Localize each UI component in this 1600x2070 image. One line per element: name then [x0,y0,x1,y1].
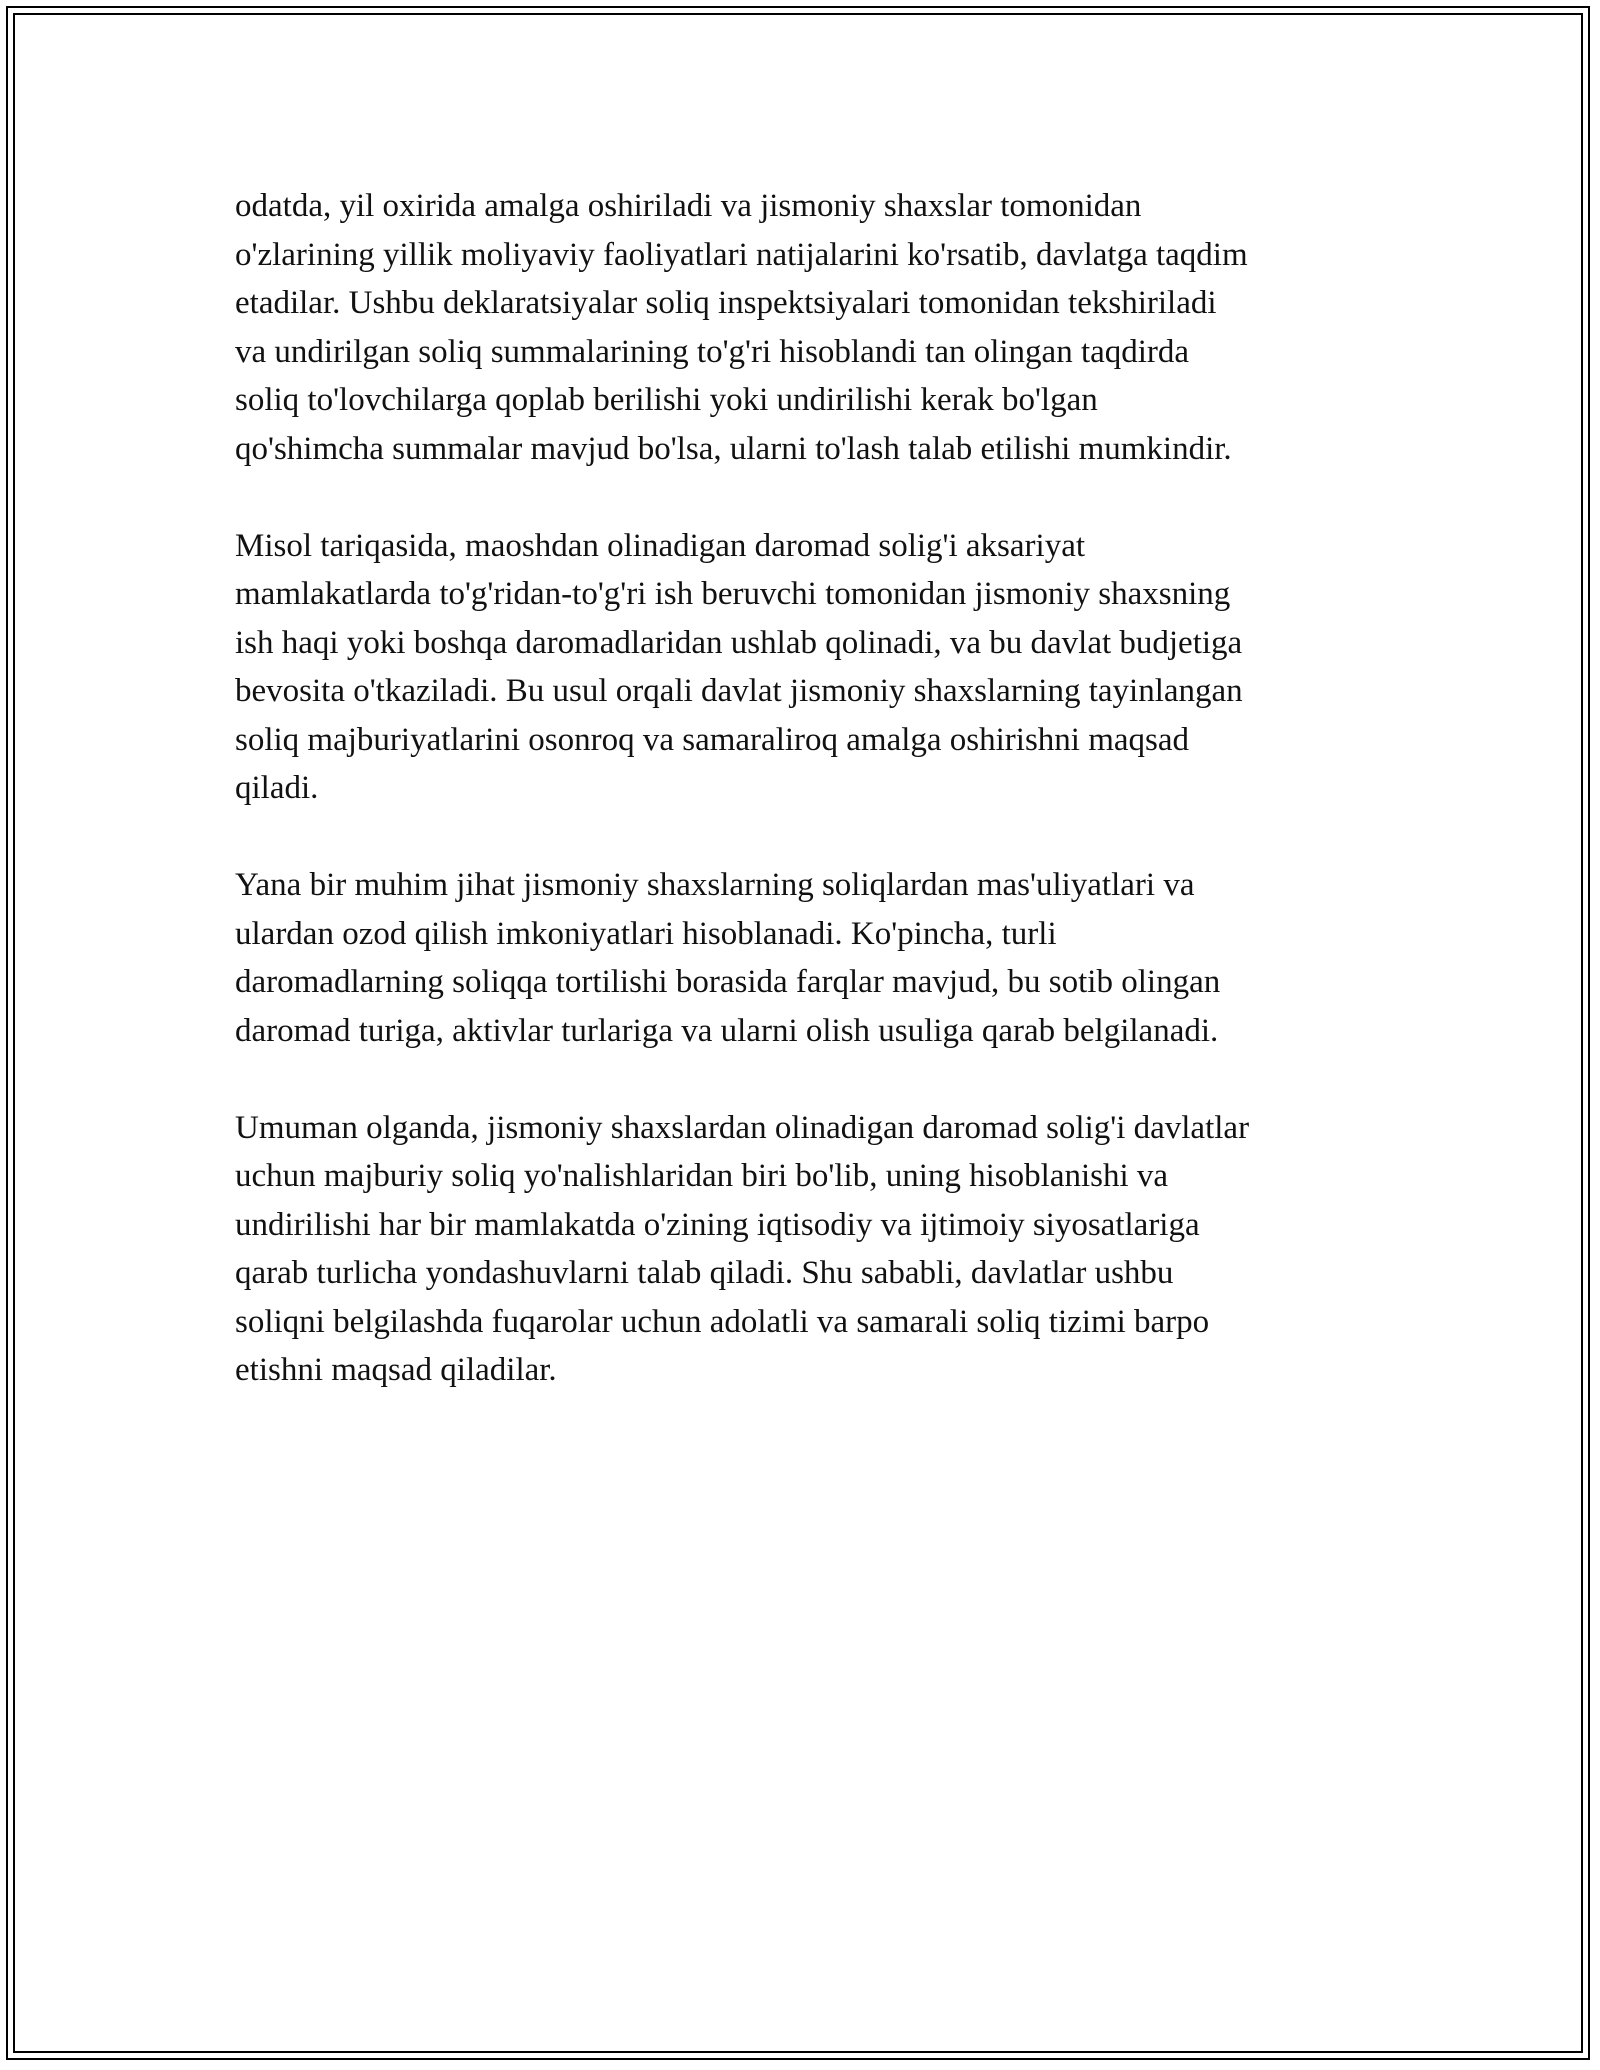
text-line: mamlakatlarda to'g'ridan-to'g'ri ish beruvchi tomonidan jismoniy shaxsning [235,576,1231,612]
paragraph-3 [235,861,1375,1055]
text-line: qiladi. [235,770,319,806]
text-line: ish haqi yoki boshqa daromadlaridan ushlab qolinadi, va bu davlat budjetiga [235,624,1243,661]
text-line: va undirilgan soliq summalarining to'g'ri hisoblandi tan olingan taqdirda [235,333,1190,370]
text-line: qarab turlicha yondashuvlarni talab qiladi. Shu sababli, davlatlar ushbu [235,1255,1174,1291]
paragraph-1 [235,182,1375,473]
document-body [235,182,1375,1443]
text-line: soliqni belgilashda fuqarolar uchun adolatli va samarali soliq tizimi barpo [235,1303,1210,1340]
text-line: daromadlarning soliqqa tortilishi borasida farqlar mavjud, bu sotib olingan [235,964,1221,1000]
text-line: ulardan ozod qilish imkoniyatlari hisoblanadi. Ko'pincha, turli [235,915,1057,952]
paragraph-4 [235,1104,1375,1395]
text-line: undirilishi har bir mamlakatda o'zining iqtisodiy va ijtimoiy siyosatlariga [235,1206,1200,1243]
text-line: soliq majburiyatlarini osonroq va samaraliroq amalga oshirishni maqsad [235,721,1190,758]
text-line: Misol tariqasida, maoshdan olinadigan daromad solig'i aksariyat [235,527,1086,564]
text-line: uchun majburiy soliq yo'nalishlaridan biri bo'lib, uning hisoblanishi va [235,1158,1169,1194]
text-line: Yana bir muhim jihat jismoniy shaxslarning soliqlardan mas'uliyatlari va [235,867,1195,903]
text-line: soliq to'lovchilarga qoplab berilishi yoki undirilishi kerak bo'lgan [235,382,1098,418]
text-line: o'zlarining yillik moliyaviy faoliyatlari natijalarini ko'rsatib, davlatga taqdim [235,236,1248,273]
paragraph-2 [235,522,1375,813]
text-line: odatda, yil oxirida amalga oshiriladi va jismoniy shaxslar tomonidan [235,188,1142,224]
text-line: Umuman olganda, jismoniy shaxslardan olinadigan daromad solig'i davlatlar [235,1109,1250,1146]
text-line: bevosita o'tkaziladi. Bu usul orqali davlat jismoniy shaxslarning tayinlangan [235,673,1243,709]
text-line: etadilar. Ushbu deklaratsiyalar soliq inspektsiyalari tomonidan tekshiriladi [235,285,1217,321]
text-line: etishni maqsad qiladilar. [235,1352,557,1388]
text-line: qo'shimcha summalar mavjud bo'lsa, ularni to'lash talab etilishi mumkindir. [235,430,1232,467]
text-line: daromad turiga, aktivlar turlariga va ularni olish usuliga qarab belgilanadi. [235,1012,1219,1049]
